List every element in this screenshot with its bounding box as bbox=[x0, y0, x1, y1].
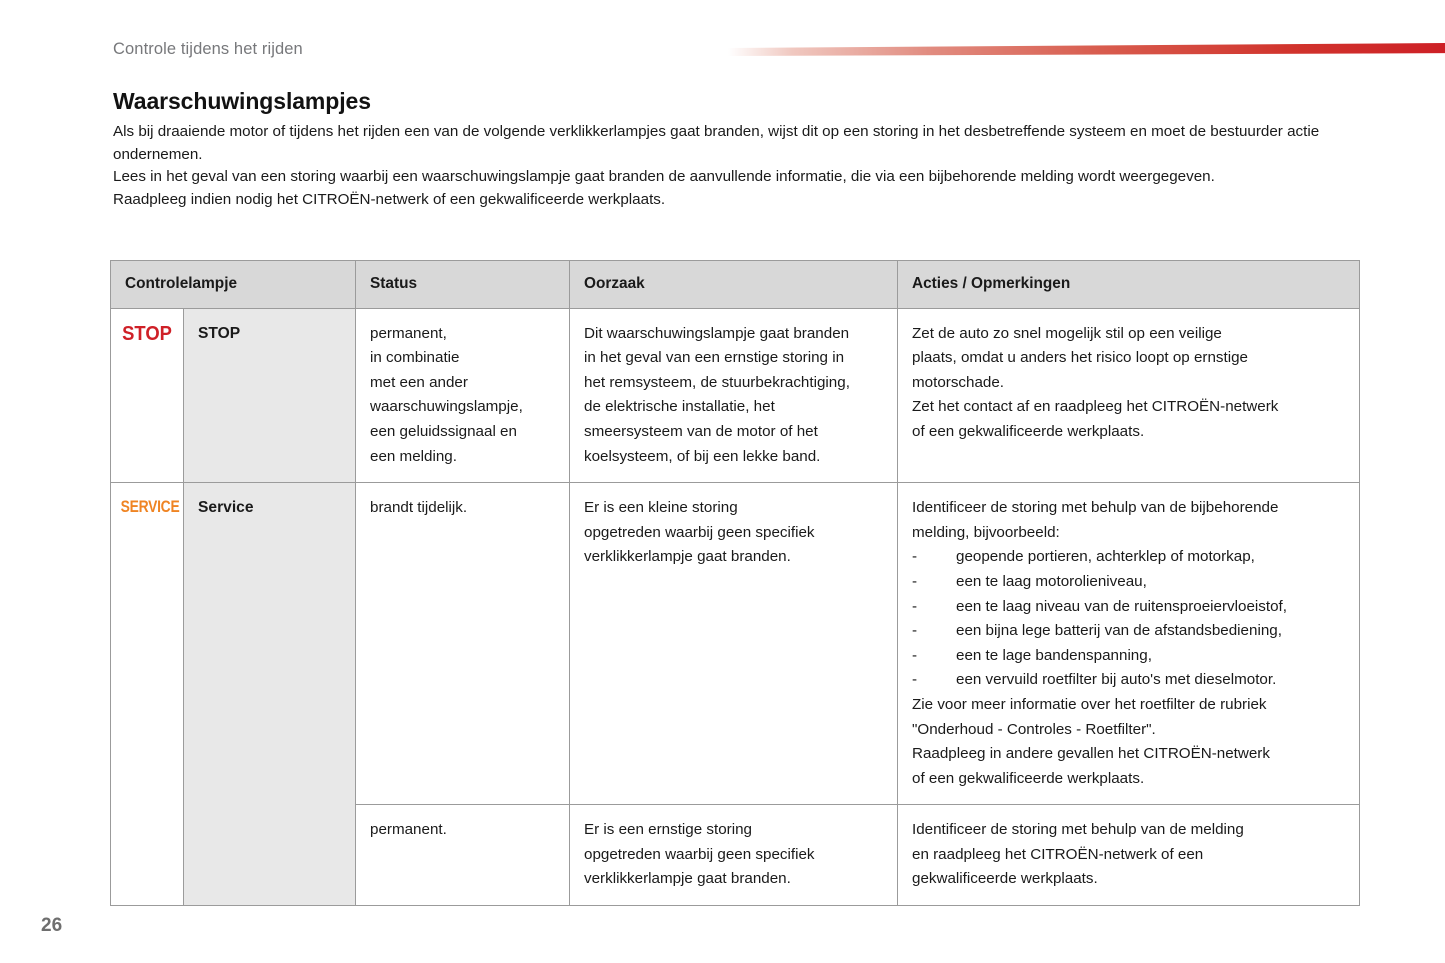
stop-lamp-label: STOP bbox=[184, 308, 356, 483]
bullet-marker: - bbox=[912, 597, 918, 615]
stop-cause-cell bbox=[570, 308, 898, 483]
service-status-cell bbox=[356, 483, 570, 805]
text-line: Zet het contact af en raadpleeg het CITROËN-netwerk bbox=[912, 398, 1279, 416]
text-line: gekwalificeerde werkplaats. bbox=[912, 870, 1098, 888]
page-header bbox=[0, 0, 1445, 72]
text-line: opgetreden waarbij geen specifiek bbox=[584, 523, 815, 541]
service-actions-cell bbox=[898, 483, 1360, 805]
list-item-label: een te laag niveau van de ruitensproeiervloeistof, bbox=[956, 597, 1287, 615]
header-accent-rule bbox=[728, 43, 1445, 56]
text-line: een geluidssignaal en bbox=[370, 422, 517, 440]
text-line: een melding. bbox=[370, 447, 457, 465]
stop-icon: STOP bbox=[122, 322, 172, 345]
text-line: Identificeer de storing met behulp van de bijbehorende bbox=[912, 499, 1279, 517]
text-line: Er is een ernstige storing bbox=[584, 821, 752, 839]
bullet-marker: - bbox=[912, 572, 918, 590]
bullet-marker: - bbox=[912, 646, 918, 664]
service-icon: SERVICE bbox=[120, 498, 180, 517]
text-line: motorschade. bbox=[912, 373, 1005, 391]
list-item-label: een vervuild roetfilter bij auto's met dieselmotor. bbox=[956, 671, 1277, 689]
table-row bbox=[111, 483, 1360, 805]
text-line: brandt tijdelijk. bbox=[370, 499, 468, 517]
list-item-label: een bijna lege batterij van de afstandsbediening, bbox=[956, 622, 1282, 640]
service-lamp-icon-cell bbox=[111, 483, 184, 906]
list-item-label: geopende portieren, achterklep of motorkap, bbox=[956, 548, 1255, 566]
text-line: met een ander bbox=[370, 373, 468, 391]
text-line: smeersysteem van de motor of het bbox=[584, 422, 818, 440]
text-line: "Onderhoud - Controles - Roetfilter". bbox=[912, 720, 1156, 738]
list-item bbox=[912, 619, 1346, 644]
bullet-marker: - bbox=[912, 622, 918, 640]
stop-actions-cell bbox=[898, 308, 1360, 483]
intro-line: Lees in het geval van een storing waarbij een waarschuwingslampje gaat branden de aanvullende informatie, die via een bijbehorende melding wordt weergegeven. bbox=[113, 168, 1215, 185]
list-item bbox=[912, 545, 1346, 570]
column-header-cause: Oorzaak bbox=[570, 261, 898, 309]
text-line: het remsysteem, de stuurbekrachtiging, bbox=[584, 373, 850, 391]
text-line: de elektrische installatie, het bbox=[584, 398, 775, 416]
text-line: melding, bijvoorbeeld: bbox=[912, 523, 1060, 541]
page-number: 26 bbox=[41, 915, 63, 936]
page-title: Waarschuwingslampjes bbox=[113, 88, 371, 114]
text-line: permanent. bbox=[370, 821, 447, 839]
column-header-actions: Acties / Opmerkingen bbox=[898, 261, 1360, 309]
text-line: Zet de auto zo snel mogelijk stil op een veilige bbox=[912, 324, 1222, 342]
list-item bbox=[912, 644, 1346, 669]
table-row bbox=[111, 308, 1360, 483]
text-line: koelsysteem, of bij een lekke band. bbox=[584, 447, 821, 465]
text-line: verklikkerlampje gaat branden. bbox=[584, 870, 791, 888]
list-item-label: een te lage bandenspanning, bbox=[956, 646, 1152, 664]
text-line: waarschuwingslampje, bbox=[370, 398, 523, 416]
list-item-label: een te laag motorolieniveau, bbox=[956, 572, 1147, 590]
warning-lamps-table bbox=[110, 260, 1360, 906]
text-line: Dit waarschuwingslampje gaat branden bbox=[584, 324, 850, 342]
stop-status-cell bbox=[356, 308, 570, 483]
table-header-row bbox=[111, 261, 1360, 309]
text-line: permanent, bbox=[370, 324, 447, 342]
text-line: in het geval van een ernstige storing in bbox=[584, 349, 845, 367]
text-line: Raadpleeg in andere gevallen het CITROËN-netwerk bbox=[912, 745, 1270, 763]
text-line: Zie voor meer informatie over het roetfilter de rubriek bbox=[912, 695, 1267, 713]
running-title: Controle tijdens het rijden bbox=[113, 40, 303, 58]
list-item bbox=[912, 595, 1346, 620]
intro-paragraphs bbox=[113, 121, 1363, 211]
service-cause-cell bbox=[570, 483, 898, 805]
service-permanent-cause-cell bbox=[570, 805, 898, 906]
column-header-lamp: Controlelampje bbox=[111, 261, 356, 309]
section-content bbox=[113, 88, 1363, 211]
text-line: plaats, omdat u anders het risico loopt op ernstige bbox=[912, 349, 1249, 367]
text-line: Er is een kleine storing bbox=[584, 499, 738, 517]
text-line: verklikkerlampje gaat branden. bbox=[584, 548, 791, 566]
text-line: en raadpleeg het CITROËN-netwerk of een bbox=[912, 845, 1204, 863]
text-line: of een gekwalificeerde werkplaats. bbox=[912, 769, 1145, 787]
bullet-marker: - bbox=[912, 671, 918, 689]
text-line: opgetreden waarbij geen specifiek bbox=[584, 845, 815, 863]
text-line: in combinatie bbox=[370, 349, 460, 367]
service-permanent-status-cell bbox=[356, 805, 570, 906]
text-line: of een gekwalificeerde werkplaats. bbox=[912, 422, 1145, 440]
column-header-status: Status bbox=[356, 261, 570, 309]
service-lamp-label: Service bbox=[184, 483, 356, 906]
list-item bbox=[912, 668, 1346, 693]
stop-lamp-icon-cell bbox=[111, 308, 184, 483]
text-line: Identificeer de storing met behulp van de melding bbox=[912, 821, 1244, 839]
service-cause-bullet-list bbox=[912, 545, 1346, 693]
header-accent-bar bbox=[728, 43, 1445, 56]
intro-line: Als bij draaiende motor of tijdens het rijden een van de volgende verklikkerlampjes gaat branden, wijst dit op een storing in het desbetreffende systeem en moet de bestuurder actie ondernemen. bbox=[113, 123, 1320, 163]
service-permanent-actions-cell bbox=[898, 805, 1360, 906]
list-item bbox=[912, 570, 1346, 595]
intro-line: Raadpleeg indien nodig het CITROËN-netwerk of een gekwalificeerde werkplaats. bbox=[113, 190, 666, 208]
bullet-marker: - bbox=[912, 548, 918, 566]
